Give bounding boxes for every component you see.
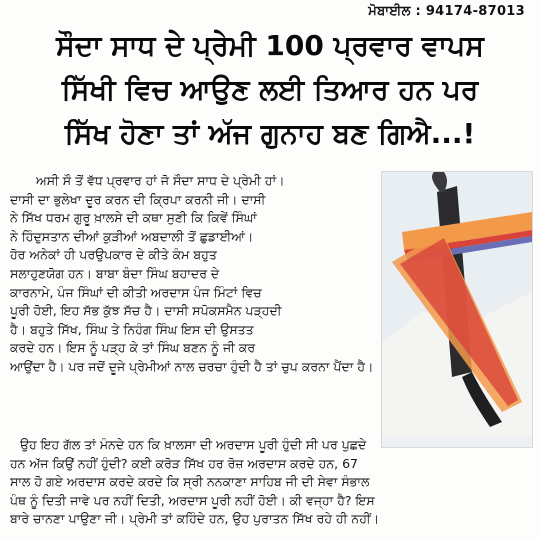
article-line: ਬਾਰੇ ਚਾਨਣਾ ਪਾਉਣਾ ਜੀ। ਪ੍ਰੇਮੀ ਤਾਂ ਕਹਿੰਦੇ ਹਨ, ਉਹ ਪੁਰਾਤਨ ਸਿੱਖ ਰਹੇ ਹੀ ਨਹੀਂ। — [10, 511, 380, 527]
article-line: ਅਸੀ ਸੌ ਤੋਂ ਵੱਧ ਪ੍ਰਵਾਰ ਹਾਂ ਜੋ ਸੌਦਾ ਸਾਧ ਦੇ ਪ੍ਰੇਮੀ ਹਾਂ। — [36, 173, 285, 188]
kirpan-photo — [381, 171, 533, 448]
article-line: ਹੋਰ ਅਨੇਕਾਂ ਹੀ ਪਰਉਪਕਾਰ ਦੇ ਕੀਤੇ ਕੰਮ ਬਹੁਤ — [10, 247, 217, 263]
article-line: ਹਨ ਅੱਜ ਕਿਉਂ ਨਹੀਂ ਹੁੰਦੀ? ਕਈ ਕਰੋੜ ਸਿੱਖ ਹਰ ਰੋਜ਼ ਅਰਦਾਸ ਕਰਦੇ ਹਨ, 67 — [10, 455, 358, 471]
headline-line-1: ਸੌਦਾ ਸਾਧ ਦੇ ਪ੍ਰੇਮੀ 100 ਪ੍ਰਵਾਰ ਵਾਪਸ — [56, 29, 484, 62]
article-body-column — [10, 172, 375, 377]
kirpan-sash-illustration — [382, 172, 532, 437]
article-line: ਹੈ। ਬਹੁਤੇ ਸਿੱਖ, ਸਿੰਘ ਤੇ ਨਿਹੰਗ ਸਿੰਘ ਇਸ ਦੀ ਉਸਤਤ — [10, 321, 254, 337]
article-line: ਨੇ ਸਿੱਖ ਧਰਮ ਗੁਰੂ ਖ਼ਾਲਸੇ ਦੀ ਕਥਾ ਸੁਣੀ ਕਿ ਕਿਵੇਂ ਸਿੰਘਾਂ — [10, 210, 257, 226]
article-line: ਕਾਰਨਾਮੇ, ਪੰਜ ਸਿੰਘਾਂ ਦੀ ਕੀਤੀ ਅਰਦਾਸ ਪੰਜ ਮਿੰਟਾਂ ਵਿਚ — [10, 284, 262, 300]
article-line: ਪੂਰੀ ਹੋਈ, ਇਹ ਸੱਭ ਕੁੱਝ ਸੱਚ ਹੈ। ਦਾਸੀ ਸਪੋਕਸਮੈਨ ਪੜ੍ਹਦੀ — [10, 303, 282, 319]
article-line: ਕਰਦੇ ਹਨ। ਇਸ ਨੂੰ ਪੜ੍ਹ ਕੇ ਤਾਂ ਸਿੰਘ ਬਣਨ ਨੂੰ ਜੀ ਕਰ — [10, 340, 256, 356]
article-line: ਦਾਸੀ ਦਾ ਭੁਲੇਖਾ ਦੂਰ ਕਰਨ ਦੀ ਕ੍ਰਿਪਾ ਕਰਨੀ ਜੀ। ਦਾਸੀ — [10, 191, 266, 207]
headline-line-3: ਸਿੱਖ ਹੋਣਾ ਤਾਂ ਅੱਜ ਗੁਨਾਹ ਬਣ ਗਿਐ...! — [64, 117, 476, 150]
headline-line-2: ਸਿੱਖੀ ਵਿਚ ਆਉਣ ਲਈ ਤਿਆਰ ਹਨ ਪਰ — [61, 73, 479, 106]
article-body-wide — [10, 436, 532, 529]
article-line: ਪੰਥ ਨੂੰ ਦਿਤੀ ਜਾਵੇ ਪਰ ਨਹੀਂ ਦਿਤੀ, ਅਰਦਾਸ ਪੂਰੀ ਨਹੀਂ ਹੋਈ। ਕੀ ਵਜ੍ਹਾ ਹੈ? ਇਸ — [10, 492, 375, 508]
mobile-number: ਮੋਬਾਈਲ : 94174-87013 — [368, 4, 525, 19]
article-line: ਸਲਾਹੁਣਯੋਗ ਹਨ। ਬਾਬਾ ਬੰਦਾ ਸਿੰਘ ਬਹਾਦਰ ਦੇ — [10, 265, 220, 281]
article-line: ਉਹ ਇਹ ਗੱਲ ਤਾਂ ਮੰਨਦੇ ਹਨ ਕਿ ਖ਼ਾਲਸਾ ਦੀ ਅਰਦਾਸ ਪੂਰੀ ਹੁੰਦੀ ਸੀ ਪਰ ਪੁਛਦੇ — [20, 437, 367, 452]
article-line: ਆਉਂਦਾ ਹੈ। ਪਰ ਜਦੋਂ ਦੂਜੇ ਪ੍ਰੇਮੀਆਂ ਨਾਲ ਚਰਚਾ ਹੁੰਦੀ ਹੈ ਤਾਂ ਚੁਪ ਕਰਨਾ ਪੈਂਦਾ ਹੈ। — [10, 358, 374, 374]
article-line: ਸਾਲ ਹੋ ਗਏ ਅਰਦਾਸ ਕਰਦੇ ਕਰਦੇ ਕਿ ਸ੍ਰੀ ਨਨਕਾਣਾ ਸਾਹਿਬ ਜੀ ਦੀ ਸੇਵਾ ਸੰਭਾਲ — [10, 474, 370, 490]
article-line: ਨੇ ਹਿੰਦੁਸਤਾਨ ਦੀਆਂ ਕੁੜੀਆਂ ਅਬਦਾਲੀ ਤੋਂ ਛੁਡਾਈਆਂ। — [10, 228, 254, 244]
